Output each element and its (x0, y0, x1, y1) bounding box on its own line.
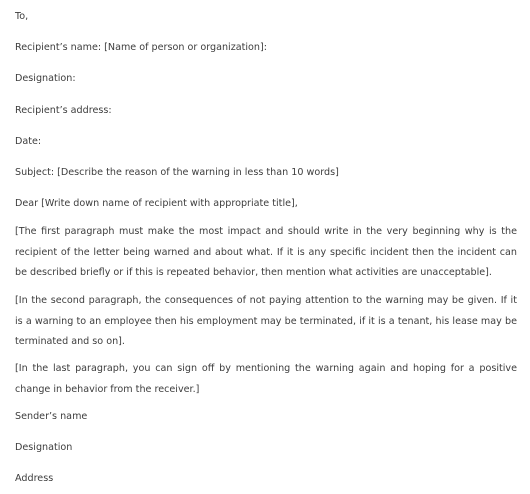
to-line: To, (15, 11, 29, 22)
salutation-line: Dear [Write down name of recipient with appropriate title], (15, 198, 298, 209)
paragraph-sign-off: [In the last paragraph, you can sign off by mentioning the warning again and hoping for a positive change in behavior from the receiver.] (15, 363, 517, 395)
recipient-address-line: Recipient’s address: (15, 105, 112, 116)
sender-address-line: Address (15, 473, 54, 484)
recipient-name-line: Recipient’s name: [Name of person or organization]: (15, 42, 267, 53)
paragraph-impact: [The first paragraph must make the most impact and should write in the very beginning why is the recipient of the letter being warned and about what. If it is any specific incident then the incident can be described briefly or if this is repeated behavior, then mention what activities are unacceptable]. (15, 226, 517, 278)
designation-line: Designation: (15, 73, 76, 84)
senders-name-line: Sender’s name (15, 411, 88, 422)
subject-line: Subject: [Describe the reason of the warning in less than 10 words] (15, 167, 339, 178)
paragraph-consequences: [In the second paragraph, the consequences of not paying attention to the warning may be given. If it is a warning to an employee then his employment may be terminated, if it is a tenant, his lease may be terminated and so on]. (15, 295, 517, 347)
date-line: Date: (15, 136, 42, 147)
sender-designation-line: Designation (15, 442, 73, 453)
